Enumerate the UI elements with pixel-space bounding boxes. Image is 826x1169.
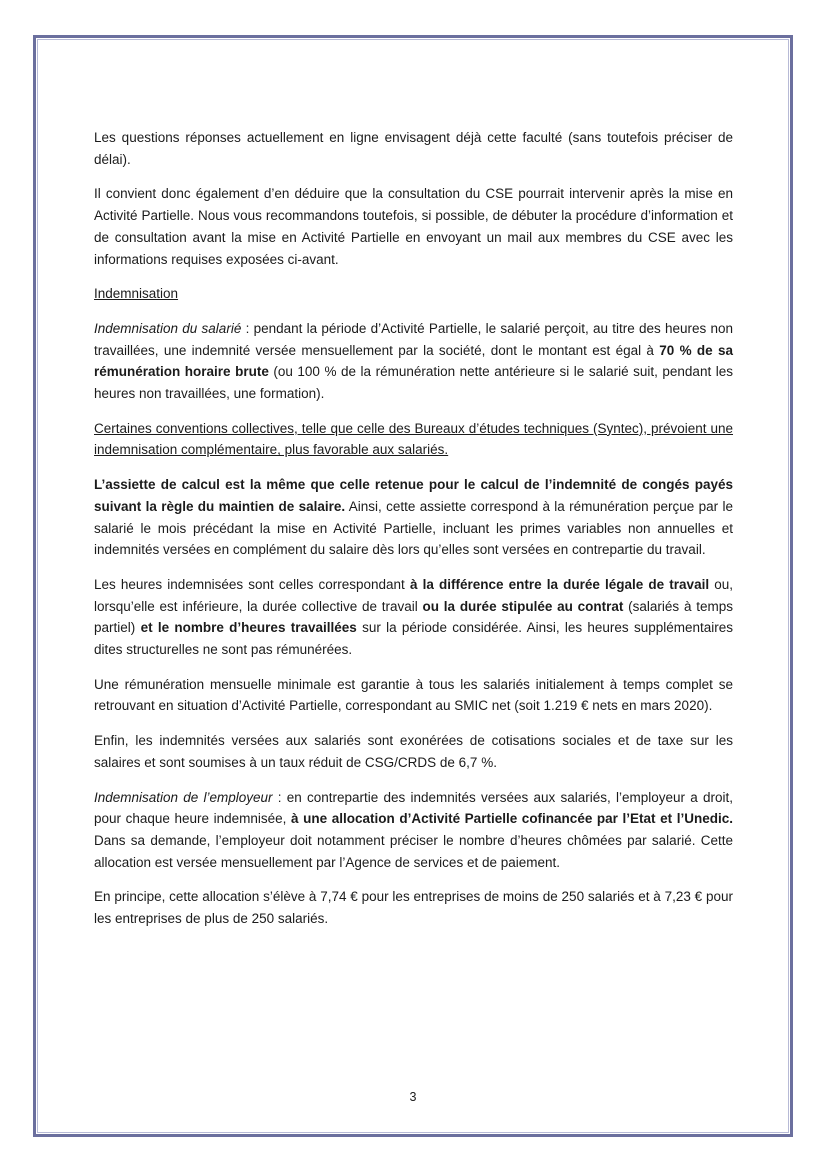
text-run: 70 % de sa rémunération horaire brute	[94, 342, 733, 380]
text-run: Ainsi, cette assiette correspond à la rémunération perçue par le salarié le mois précédant la mise en Activité Partielle, incluant les primes variables non annuelles et indemnités versées en complément du salaire dès lors qu’elles sont versées en contrepartie du travail.	[94, 498, 734, 558]
text-run: Indemnisation du salarié	[94, 320, 242, 336]
text-run: L’assiette de calcul est la même que celle retenue pour le calcul de l’indemnité de congés payés suivant la règle du maintien de salaire.	[94, 477, 733, 514]
paragraph	[94, 674, 733, 717]
text-run: et le nombre d’heures travaillées	[140, 620, 357, 636]
text-run: : pendant la période d’Activité Partielle, le salarié perçoit, au titre des heures non travaillées, une indemnité versée mensuellement par la société, dont le montant est égal à	[94, 320, 733, 358]
text-run: ou, lorsqu’elle est inférieure, la durée collective de travail	[94, 576, 733, 614]
text-run: Indemnisation	[94, 286, 179, 302]
paragraph	[94, 127, 733, 170]
paragraph	[94, 474, 733, 561]
text-run: Indemnisation de l’employeur	[94, 789, 273, 805]
text-run: Certaines conventions collectives, telle que celle des Bureaux d’études techniques (Syntec), prévoient une indemnisation complémentaire, plus favorable aux salariés.	[94, 420, 733, 458]
paragraph	[94, 183, 733, 270]
section-heading	[94, 283, 733, 305]
document-content	[33, 35, 793, 1137]
text-run: (ou 100 % de la rémunération nette antérieure si le salarié suit, pendant les heures non travaillées, une formation).	[94, 364, 733, 402]
text-run: Les heures indemnisées sont celles correspondant	[94, 576, 410, 592]
text-run: sur la période considérée. Ainsi, les heures supplémentaires dites structurelles ne sont pas rémunérées.	[94, 620, 734, 658]
text-run: à une allocation d’Activité Partielle cofinancée par l’Etat et l’Unedic.	[291, 811, 733, 827]
text-run: : en contrepartie des indemnités versées aux salariés, l’employeur a droit, pour chaque heure indemnisée,	[94, 789, 733, 827]
text-run: à la différence entre la durée légale de travail	[409, 576, 710, 592]
paragraph	[94, 730, 733, 773]
text-run: Enfin, les indemnités versées aux salariés sont exonérées de cotisations sociales et de taxe sur les salaires et sont soumises à un taux réduit de CSG/CRDS de 6,7 %.	[94, 733, 733, 770]
paragraph	[94, 886, 733, 929]
text-run: ou la durée stipulée au contrat	[422, 598, 624, 614]
paragraph	[94, 787, 733, 874]
paragraph	[94, 418, 733, 461]
page-number: 3	[409, 1090, 417, 1104]
paragraph	[94, 574, 733, 661]
text-run: Il convient donc également d’en déduire que la consultation du CSE pourrait intervenir après la mise en Activité Partielle. Nous vous recommandons toutefois, si possible, de débuter la procédure d’information et de consultation avant la mise en Activité Partielle en envoyant un mail aux membres du CSE avec les informations requises exposées ci-avant.	[94, 186, 733, 267]
paragraph	[94, 318, 733, 405]
text-run: (salariés à temps partiel)	[94, 598, 733, 636]
text-run: Dans sa demande, l’employeur doit notamment préciser le nombre d’heures chômées par salarié. Cette allocation est versée mensuellement par l’Agence de services et de paiement.	[94, 832, 733, 870]
text-run: Une rémunération mensuelle minimale est garantie à tous les salariés initialement à temps complet se retrouvant en situation d’Activité Partielle, correspondant au SMIC net (soit 1.219 € nets en mars 2020).	[94, 676, 733, 714]
text-run: Les questions réponses actuellement en ligne envisagent déjà cette faculté (sans toutefois préciser de délai).	[94, 130, 733, 167]
text-run: En principe, cette allocation s’élève à 7,74 € pour les entreprises de moins de 250 salariés et à 7,23 € pour les entreprises de plus de 250 salariés.	[94, 889, 733, 927]
